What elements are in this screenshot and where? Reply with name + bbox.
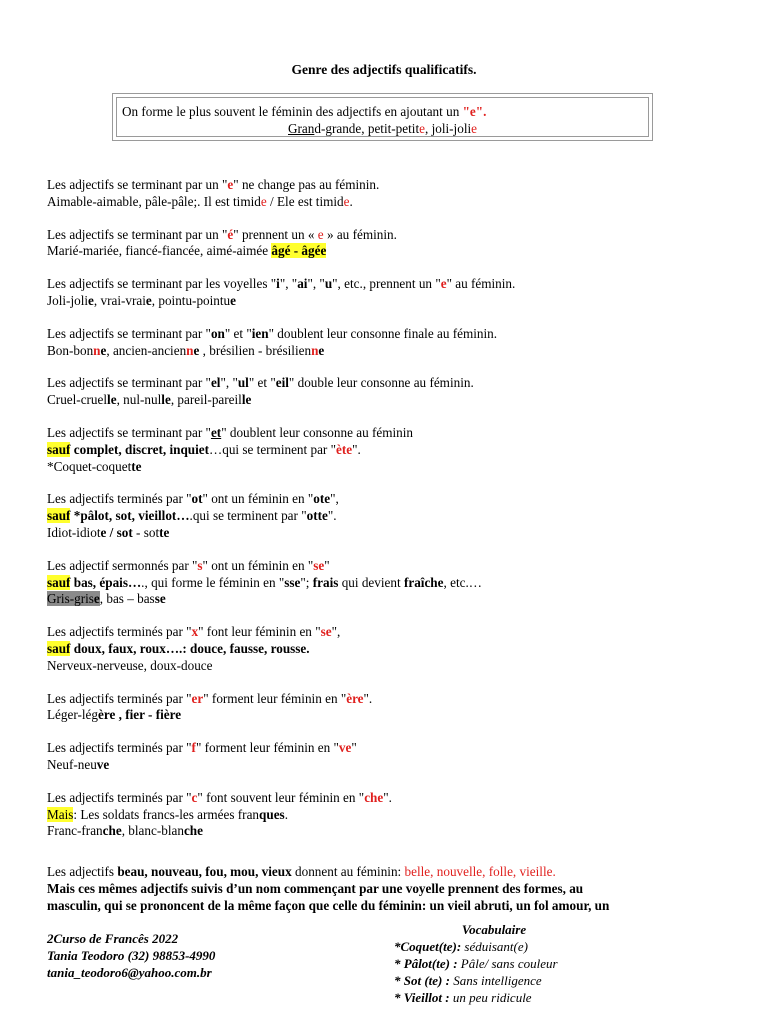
example-ending: e (88, 292, 94, 308)
example-text: Marié-mariée, fiancé-fiancée, aimé-aimée (47, 243, 272, 259)
exception-text: …qui se terminent par " (209, 441, 336, 457)
rule-statement (47, 558, 747, 575)
intro-rule-text: On forme le plus souvent le féminin des adjectifs en ajoutant un (122, 104, 463, 119)
example-text: Aimable-aimable, pâle-pâle;. Il est timid (47, 193, 261, 209)
rule-f (47, 740, 747, 774)
vocabulary-item (394, 955, 694, 972)
intro-rule-line (122, 104, 486, 120)
rule-vowels (47, 276, 747, 310)
example-text: Idiot-idiot (47, 524, 101, 540)
rule-example (47, 707, 747, 724)
exception-word: fraîche (403, 574, 444, 590)
vocabulary-definition: un peu ridicule (449, 990, 532, 1005)
exception-ending: ques (259, 806, 285, 822)
exception-text: ". (352, 441, 361, 457)
rule-ending: ul (237, 375, 249, 391)
example-text: / (106, 524, 117, 540)
rule-el-ul-eil (47, 375, 747, 409)
example-text: *Coquet-coquet (47, 458, 132, 474)
example-ending: le (241, 392, 252, 408)
rule-er (47, 691, 747, 725)
rule-text: Les adjectifs se terminant par " (47, 325, 211, 341)
rule-text: " font souvent leur féminin en " (197, 789, 365, 805)
rule-text: " forment leur féminin en " (195, 740, 339, 756)
rule-example (47, 591, 747, 608)
exception-text: : Les soldats francs-les armées fran (73, 806, 260, 822)
rule-example (47, 392, 747, 409)
intro-box-inner (116, 97, 649, 137)
example-text: , brésilien - brésilien (199, 342, 312, 358)
rule-statement (47, 276, 747, 293)
rule-ending: ote (313, 491, 331, 507)
example-ending: che (102, 823, 122, 839)
rule-ending: ien (251, 325, 269, 341)
rule-example (47, 757, 747, 774)
intro-ex-1u: d (314, 121, 321, 136)
rule-text: ", " (220, 375, 238, 391)
vocabulary-term: * Vieillot : (394, 990, 450, 1005)
rule-et (47, 425, 747, 475)
exception-ending: otte (306, 508, 328, 524)
rule-exception (47, 575, 747, 592)
rule-text: Les adjectifs terminés par " (47, 789, 192, 805)
rule-ending: er (191, 690, 204, 706)
rule-text: " double leur consonne au féminin. (288, 375, 474, 391)
example-highlight: âgé - âgée (271, 243, 327, 259)
rule-ending: s (197, 557, 203, 573)
example-ending: ve (96, 756, 110, 772)
rule-text: " doublent leur consonne au féminin (221, 424, 413, 440)
rule-text: ", etc., prennent un " (332, 276, 441, 292)
closing-paragraph (47, 864, 747, 914)
rule-statement (47, 375, 747, 392)
author-email: tania_teodoro6@yahoo.com.br (47, 965, 212, 980)
exception-words: bas, épais… (70, 574, 142, 590)
rule-text: Les adjectifs terminés par " (47, 690, 192, 706)
vocabulary-term: * Pâlot(te) : (394, 956, 458, 971)
example-text: - sot (132, 524, 160, 540)
rule-text: " (351, 740, 357, 756)
intro-ex-4e: e (471, 121, 477, 136)
closing-line-1 (47, 864, 747, 881)
exception-text: , etc.… (443, 574, 482, 590)
example-ending: te (159, 524, 170, 540)
sauf-highlight: sauf (47, 441, 71, 457)
example-ending: n (186, 342, 194, 358)
rule-example (47, 658, 747, 675)
rule-example (47, 243, 747, 260)
rule-s (47, 558, 747, 608)
rule-exception (47, 442, 747, 459)
example-text: , bas – bas (99, 591, 155, 607)
rule-ending: é (227, 226, 234, 242)
intro-box (112, 93, 653, 141)
example-ending: e (100, 342, 107, 358)
example-text: Bon-bon (47, 342, 94, 358)
example-ending: e (193, 342, 200, 358)
rule-exception (47, 508, 747, 525)
example-ending: e (100, 524, 107, 540)
author-info (47, 930, 215, 981)
intro-rule-highlight: "e". (462, 104, 487, 119)
example-text: Neuf-neu (47, 756, 97, 772)
exception-text: ". (327, 508, 337, 524)
rule-example (47, 293, 747, 310)
sauf-highlight: sauf (47, 640, 71, 656)
rules-list (47, 177, 747, 840)
rule-text: Les adjectif sermonnés par " (47, 557, 198, 573)
exception-ending: ète (336, 441, 353, 457)
rule-statement (47, 624, 747, 641)
intro-ex-2: -gran (320, 121, 349, 136)
rule-text: ", " (279, 276, 298, 292)
rule-text: Les adjectifs se terminant par " (47, 375, 211, 391)
exception-word: frais (312, 574, 339, 590)
closing-words: beau, nouveau, fou, mou, vieux (117, 864, 292, 879)
intro-ex-4: , joli-joli (424, 121, 472, 136)
rule-statement (47, 740, 747, 757)
rule-text: Les adjectifs terminés par " (47, 624, 192, 640)
exception-text: qui devient (338, 574, 404, 590)
example-ending: ère (163, 707, 182, 723)
rule-text: " forment leur féminin en " (203, 690, 347, 706)
rule-example (47, 194, 747, 211)
rule-text: " font leur féminin en " (198, 624, 321, 640)
rule-statement (47, 177, 747, 194)
rule-statement (47, 425, 747, 442)
example-text: , vrai-vrai (93, 292, 146, 308)
course-name: 2Curso de Francês 2022 (47, 931, 179, 946)
exception-text: "; (300, 574, 313, 590)
intro-ex-3e: e (419, 121, 425, 136)
vocabulary-item (394, 972, 694, 989)
rule-statement (47, 227, 747, 244)
example-ending: n (93, 342, 101, 358)
closing-line-3: masculin, qui se prononcent de la même façon que celle du féminin: un vieil abruti, un fol amour, un (47, 897, 610, 913)
rule-text: " et " (248, 375, 276, 391)
exception-text: .qui se terminent par " (189, 508, 307, 524)
rule-e (47, 177, 747, 211)
rule-text: Les adjectifs terminés par " (47, 740, 192, 756)
rule-ending: ai (297, 276, 308, 292)
example-ending: e (260, 193, 267, 209)
example-text: / Ele est timid (266, 193, 344, 209)
intro-ex-1: Gran (288, 121, 315, 136)
vocabulary-term: * Sot (te) : (394, 973, 450, 988)
rule-text: ", " (307, 276, 325, 292)
example-text: Joli-joli (47, 292, 89, 308)
rule-ending: ot (191, 491, 203, 507)
vocabulary-box (394, 921, 694, 1006)
rule-x (47, 624, 747, 674)
rule-ending: ère (346, 690, 364, 706)
rule-example (47, 459, 747, 476)
rule-text: ". (363, 690, 373, 706)
intro-ex-3: , petit-petit (361, 121, 420, 136)
rule-text: " au féminin. (446, 276, 516, 292)
rule-statement (47, 326, 747, 343)
rule-example (47, 823, 747, 840)
example-text: , pointu-pointu (151, 292, 231, 308)
rule-ending: el (210, 375, 221, 391)
rule-statement (47, 491, 747, 508)
example-ending: te (131, 458, 142, 474)
page-title: Genre des adjectifs qualificatifs. (291, 62, 477, 77)
rule-c (47, 790, 747, 840)
rule-ending: on (210, 325, 225, 341)
example-ending: e (343, 193, 350, 209)
rule-text: ". (383, 789, 392, 805)
exception-text: ., qui forme le féminin en " (141, 574, 285, 590)
rule-exception (47, 807, 747, 824)
rule-text: » au féminin. (323, 226, 397, 242)
vocabulary-term: *Coquet(te): (394, 939, 462, 954)
rule-text: " doublent leur consonne finale au féminin. (268, 325, 498, 341)
rule-ending: f (191, 740, 196, 756)
rule-statement (47, 691, 747, 708)
rule-ending: se (320, 624, 332, 640)
closing-line-2: Mais ces mêmes adjectifs suivis d’un nom commençant par une voyelle prennent des formes, au (47, 880, 584, 896)
rule-exception (47, 641, 747, 658)
mais-highlight: Mais (47, 806, 74, 822)
rule-ending: x (191, 624, 199, 640)
example-ending: e (318, 342, 325, 358)
rule-text: " prennent un « (233, 226, 318, 242)
rule-text: Les adjectifs terminés par " (47, 491, 192, 507)
vocabulary-definition: séduisant(e) (461, 939, 528, 954)
example-text: , blanc-blan (121, 823, 184, 839)
example-text: Cruel-cruel (47, 392, 108, 408)
rule-text: " ont un féminin en " (202, 557, 314, 573)
example-text: , ancien-ancien (106, 342, 187, 358)
vocabulary-item (394, 989, 694, 1006)
exception-words: *pâlot, sot, vieillot… (70, 508, 190, 524)
rule-text: " et " (224, 325, 252, 341)
rule-ending: c (191, 789, 198, 805)
rule-text: " (324, 557, 330, 573)
example-text: Nerveux-nerveuse, doux-douce (47, 657, 213, 673)
rule-ending: u (324, 276, 333, 292)
closing-text: donnent au féminin: (291, 864, 405, 879)
rule-example (47, 343, 747, 360)
rule-statement (47, 790, 747, 807)
rule-ending: che (364, 789, 384, 805)
example-ending: n (311, 342, 319, 358)
rule-text: Les adjectifs se terminant par un " (47, 177, 228, 192)
exception-words: doux, faux, roux….: douce, fausse, rousse. (70, 640, 310, 656)
rule-ot (47, 491, 747, 541)
rule-text: Les adjectifs se terminant par les voyelles " (47, 276, 277, 292)
rule-text: " ne change pas au féminin. (233, 177, 380, 192)
rule-ending: i (276, 276, 280, 292)
example-word: sot (116, 524, 133, 540)
example-ending: se (154, 591, 166, 607)
rule-ending: eil (275, 375, 289, 391)
exception-ending: sse (284, 574, 301, 590)
example-ending: ère (98, 707, 116, 723)
example-ending: e (93, 591, 100, 607)
example-ending: e (145, 292, 152, 308)
rule-ending: e (317, 226, 324, 242)
example-ending: le (107, 392, 117, 408)
rule-ending: se (313, 557, 325, 573)
example-ending: che (183, 823, 203, 839)
rule-text: ", (331, 624, 341, 640)
example-text: Léger-lég (47, 707, 98, 723)
vocabulary-title: Vocabulaire (461, 922, 527, 937)
rule-e-accent (47, 227, 747, 261)
intro-example-line (117, 121, 648, 137)
author-contact: Tania Teodoro (32) 98853-4990 (47, 948, 216, 963)
exception-words: complet, discret, inquiet (70, 441, 210, 457)
example-text: Franc-fran (47, 823, 103, 839)
vocabulary-item (394, 938, 694, 955)
vocabulary-definition: Pâle/ sans couleur (457, 956, 558, 971)
intro-ex-2u: de (348, 121, 362, 136)
rule-ending: e (440, 276, 447, 292)
closing-feminine: belle, nouvelle, folle, vieille. (404, 864, 556, 879)
example-text: . (349, 193, 353, 209)
rule-ending: e (227, 177, 234, 192)
sauf-highlight: sauf (47, 508, 71, 524)
rule-ending: et (210, 424, 222, 440)
rule-text: Les adjectifs se terminant par " (47, 424, 211, 440)
rule-example (47, 525, 747, 542)
example-text: , nul-nul (116, 392, 162, 408)
rule-text: Les adjectifs se terminant par un " (47, 226, 228, 242)
rule-text: ", (330, 491, 339, 507)
vocabulary-definition: Sans intelligence (449, 973, 542, 988)
example-ending: le (161, 392, 171, 408)
rule-text: " ont un féminin en " (202, 491, 314, 507)
rule-on-ien (47, 326, 747, 360)
example-selected: Gris-gris (47, 591, 94, 607)
exception-text: . (284, 806, 288, 822)
sauf-highlight: sauf (47, 574, 71, 590)
rule-ending: ve (338, 740, 352, 756)
example-ending: e (230, 292, 237, 308)
example-text: , pareil-pareil (170, 392, 242, 408)
example-text: , fier - fi (115, 707, 164, 723)
closing-text: Les adjectifs (47, 864, 118, 879)
